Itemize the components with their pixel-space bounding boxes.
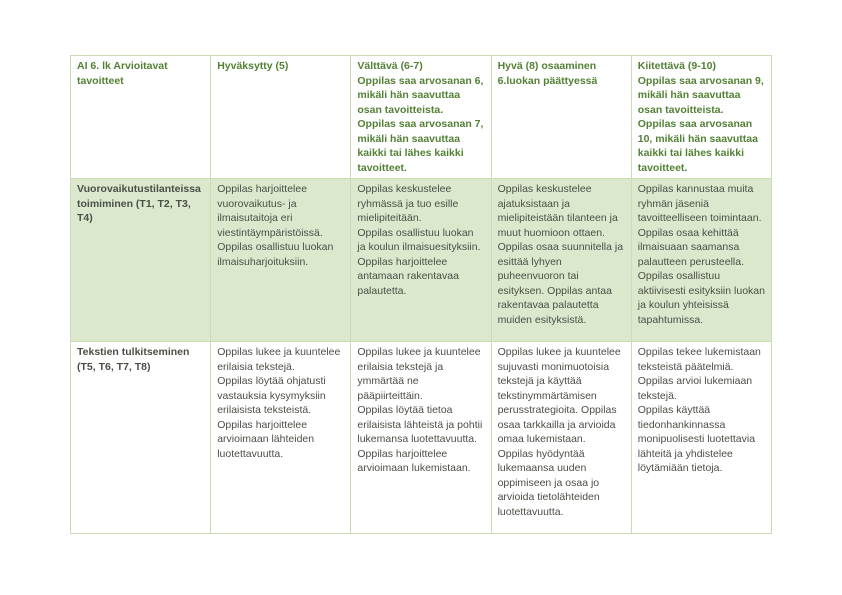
cell-paragraph: Hyväksytty (5) [217,60,289,72]
cell-paragraph: Oppilas saa arvosanan 7, mikäli hän saavuttaa kaikki tai lähes kaikki tavoitteet. [357,118,484,174]
cell-paragraph: Oppilas osaa suunnitella ja esittää lyhyen puheenvuoron tai esityksen. Oppilas antaa rakentavaa palautetta muiden esityksistä. [497,241,624,326]
cell-paragraph: Oppilas osaa kehittää ilmaisuaan saamansa palautteen perusteella. [637,226,744,268]
row-title-cell [71,342,211,534]
cell-hyvaksytty-vuorovaikutus [211,179,351,342]
cell-hyva-vuorovaikutus [491,179,631,342]
cell-paragraph: Oppilas löytää tietoa erilaisista lähteistä ja pohtii lukemansa luotettavuutta. [357,404,483,445]
row-vuorovaikutustilanteissa [71,179,772,342]
header-cell-kiitettava [631,56,771,179]
cell-paragraph: Oppilas harjoittelee antamaan rakentavaa palautetta. [357,255,459,297]
table-header-row [71,56,772,179]
cell-kiitettava-tekstien [631,342,771,534]
header-cell-valttava [351,56,491,179]
cell-paragraph: Oppilas lukee ja kuuntelee sujuvasti monimuotoisia tekstejä ja käyttää tekstinymmärtämisen perusstrategioita. Oppilas osaa tarkkailla ja arvioida omaa lukemistaan. [497,346,621,445]
cell-paragraph: Välttävä (6-7) [357,60,423,72]
header-cell-hyvaksytty [211,56,351,179]
cell-paragraph: Oppilas käyttää tiedonhankinnassa monipuolisesti luotettavia lähteitä ja yhdistelee löytämiään tietoja. [637,404,756,474]
cell-paragraph: Oppilas keskustelee ajatuksistaan ja mielipiteistään tilanteen ja muut huomioon ottaen. [497,183,618,239]
cell-paragraph: Oppilas saa arvosanan 6, mikäli hän saavuttaa osan tavoitteista. [357,74,484,116]
cell-paragraph: Oppilas hyödyntää lukemaansa uuden oppimiseen ja osaa jo arvioida tietolähteiden luotettavuutta. [497,447,600,518]
cell-hyva-tekstien [491,342,631,534]
cell-paragraph: Kiitettävä (9-10) [637,60,716,72]
cell-valttava-tekstien [351,342,491,534]
cell-valttava-vuorovaikutus [351,179,491,342]
cell-kiitettava-vuorovaikutus [631,179,771,342]
cell-paragraph: Oppilas kannustaa muita ryhmän jäseniä tavoitteelliseen toimintaan. [637,183,762,224]
cell-paragraph: Oppilas arvioi lukemiaan tekstejä. [637,375,753,402]
cell-paragraph: Oppilas saa arvosanan 9, mikäli hän saavuttaa osan tavoitteista. [637,74,764,116]
assessment-criteria-table [70,55,772,534]
cell-paragraph: AI 6. lk Arvioitavat tavoitteet [77,60,168,87]
cell-paragraph: Oppilas harjoittelee arvioimaan lukemistaan. [357,447,471,474]
cell-paragraph: Oppilas keskustelee ryhmässä ja tuo esille mielipiteitään. [357,183,459,224]
cell-paragraph: Oppilas löytää ohjatusti vastauksia kysymyksiin erilaisista teksteistä. [217,375,326,416]
cell-paragraph: Hyvä (8) osaaminen 6.luokan päättyessä [497,60,598,87]
cell-paragraph: Oppilas osallistuu aktiivisesti esityksiin luokan ja koulun yhteisissä tapahtumissa. [637,270,765,326]
header-cell-tavoitteet [71,56,211,179]
cell-paragraph: Oppilas lukee ja kuuntelee erilaisia tekstejä. [217,346,341,373]
cell-paragraph: Tekstien tulkitseminen (T5, T6, T7, T8) [77,346,190,373]
cell-paragraph: Oppilas osallistuu luokan ja koulun ilmaisuesityksiin. [357,226,481,253]
cell-paragraph: Oppilas saa arvosanan 10, mikäli hän saavuttaa kaikki tai lähes kaikki tavoitteet. [637,118,758,174]
row-tekstien-tulkitseminen [71,342,772,534]
cell-paragraph: Oppilas harjoittelee arvioimaan lähteiden luotettavuutta. [217,418,315,460]
row-title-cell [71,179,211,342]
cell-paragraph: Oppilas harjoittelee vuorovaikutus- ja ilmaisutaitoja eri viestintäympäristöissä. [217,183,323,239]
cell-hyvaksytty-tekstien [211,342,351,534]
header-cell-hyva [491,56,631,179]
cell-paragraph: Oppilas lukee ja kuuntelee erilaisia tekstejä ja ymmärtää ne pääpiirteittäin. [357,346,481,402]
cell-paragraph: Oppilas osallistuu luokan ilmaisuharjoituksiin. [217,241,334,268]
cell-paragraph: Oppilas tekee lukemistaan teksteistä päätelmiä. [637,346,761,373]
cell-paragraph: Vuorovaikutustilanteissa toimiminen (T1, T2, T3, T4) [77,183,201,224]
